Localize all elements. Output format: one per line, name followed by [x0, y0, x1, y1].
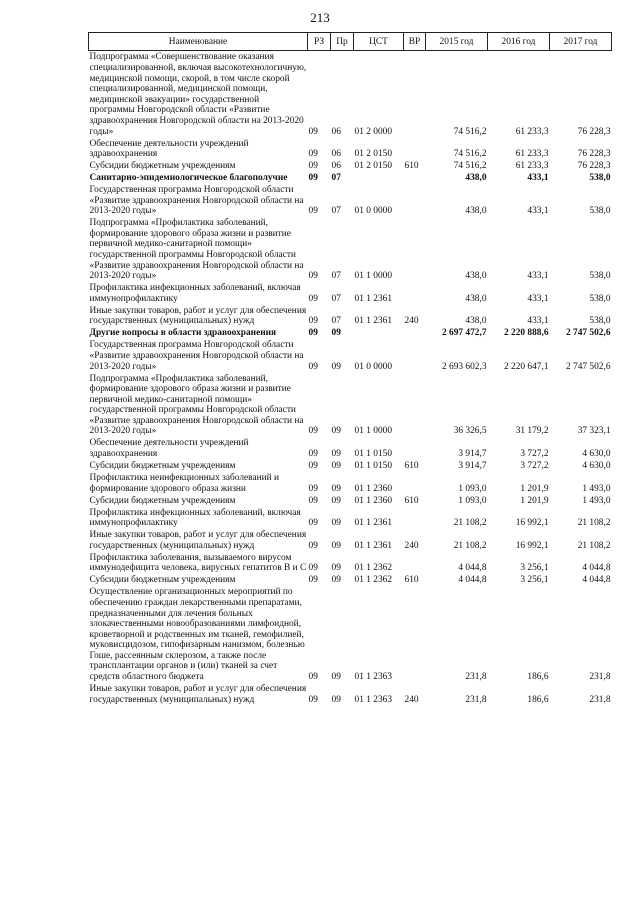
row-pr-cell: 06 — [331, 161, 341, 172]
row-vr-cell — [404, 372, 426, 437]
row-rz-cell: 09 — [308, 483, 318, 494]
row-2015-value: 74 516,2 — [453, 126, 487, 137]
table-row — [89, 372, 612, 437]
row-vr-cell: 610 — [404, 575, 419, 586]
row-2015-value: 1 093,0 — [458, 483, 487, 494]
row-name-cell: Иные закупки товаров, работ и услуг для обеспечения государственных (муниципальных) нужд — [89, 684, 307, 705]
row-2015-value: 36 326,5 — [453, 426, 487, 437]
row-pr-cell: 09 — [331, 483, 341, 494]
row-name-cell: Подпрограмма «Профилактика заболеваний, формирование здорового образа жизни и развитие первичной медико-санитарной помощи» государственной программы Новгородской области «Развитие здравоохранения Новгородской области на 2013-2020 годы» — [89, 373, 304, 437]
row-rz-cell: 09 — [308, 694, 318, 705]
row-pr-cell: 07 — [331, 316, 341, 327]
row-2016-value: 1 201,9 — [520, 495, 549, 506]
row-rz-cell: 09 — [308, 293, 318, 304]
row-cst-cell: 01 2 0000 — [354, 126, 392, 137]
row-vr-cell — [404, 51, 426, 138]
row-rz-cell: 09 — [308, 575, 318, 586]
row-pr-cell: 09 — [331, 575, 341, 586]
row-cst-cell: 01 1 2360 — [354, 483, 392, 494]
row-vr-cell: 240 — [404, 316, 419, 327]
table-row — [89, 683, 612, 706]
row-rz-cell: 09 — [308, 328, 318, 339]
row-rz-cell: 09 — [308, 495, 318, 506]
row-2015-value: 4 044,8 — [458, 563, 487, 574]
row-vr-cell — [404, 172, 426, 184]
row-name-cell: Подпрограмма «Профилактика заболеваний, формирование здорового образа жизни и развитие первичной медико-санитарной помощи» государственной программы Новгородской области «Развитие здравоохранения Новгородской области на 2013-2020 годы» — [89, 218, 304, 282]
table-body — [89, 51, 612, 706]
row-2017-value: 1 493,0 — [582, 495, 611, 506]
row-2016-value: 16 992,1 — [515, 540, 549, 551]
row-name-cell: Государственная программа Новгородской области «Развитие здравоохранения Новгородской области на 2013-2020 годы» — [89, 185, 304, 217]
row-2015-value: 1 093,0 — [458, 495, 487, 506]
row-cst-cell: 01 2 0150 — [354, 149, 392, 160]
row-2016-value: 433,1 — [527, 316, 549, 327]
row-2017-value: 4 044,8 — [582, 575, 611, 586]
col-header-pr: Пр — [331, 33, 354, 51]
row-vr-cell — [404, 217, 426, 282]
row-2016-value: 2 220 647,1 — [503, 361, 549, 372]
row-pr-cell: 09 — [331, 449, 341, 460]
row-name-cell: Осуществление организационных мероприятий по обеспечению граждан лекарственными препаратами, предназначенными для лечения больных злокачественными новообразованиями лимфоидной, кроветворной и родственных им тканей, гемофилией, муковисцидозом, гипофизарным нанизмом, болезнью Гоше, рассеянным склерозом, а также после трансплантации органов и (или) тканей за счет средств областного бюджета — [89, 587, 305, 683]
row-2016-value: 433,1 — [527, 271, 549, 282]
row-vr-cell — [404, 137, 426, 160]
row-name-cell: Государственная программа Новгородской области «Развитие здравоохранения Новгородской области на 2013-2020 годы» — [89, 340, 304, 372]
row-cst-cell: 01 1 2361 — [354, 316, 392, 327]
row-vr-cell — [404, 472, 426, 495]
row-2015-value: 438,0 — [465, 271, 487, 282]
row-2017-value: 538,0 — [589, 173, 611, 184]
row-pr-cell: 07 — [331, 271, 341, 282]
row-vr-cell: 240 — [404, 694, 419, 705]
row-vr-cell — [404, 437, 426, 460]
row-rz-cell: 09 — [308, 316, 318, 327]
row-2015-value: 21 108,2 — [453, 540, 487, 551]
row-2017-value: 538,0 — [589, 206, 611, 217]
row-vr-cell — [404, 184, 426, 217]
row-2016-value: 3 727,2 — [520, 449, 549, 460]
row-pr-cell: 07 — [331, 206, 341, 217]
row-pr-cell: 06 — [331, 126, 341, 137]
row-2015-value: 4 044,8 — [458, 575, 487, 586]
row-name-cell: Обеспечение деятельности учреждений здравоохранения — [89, 438, 249, 460]
row-2017-value: 21 108,2 — [577, 540, 611, 551]
row-2016-value: 31 179,2 — [515, 426, 549, 437]
row-2016-value: 433,1 — [527, 173, 549, 184]
row-2015-value: 2 693 602,3 — [441, 361, 487, 372]
table-row — [89, 172, 612, 184]
row-2016-value: 1 201,9 — [520, 483, 549, 494]
row-cst-cell: 01 1 2362 — [354, 575, 392, 586]
row-2017-value: 4 044,8 — [582, 563, 611, 574]
row-rz-cell: 09 — [308, 461, 318, 472]
row-rz-cell: 09 — [308, 540, 318, 551]
row-2015-value: 438,0 — [465, 173, 487, 184]
row-rz-cell: 09 — [308, 361, 318, 372]
table-row — [89, 184, 612, 217]
row-name-cell: Иные закупки товаров, работ и услуг для обеспечения государственных (муниципальных) нужд — [89, 305, 307, 327]
row-rz-cell: 09 — [308, 126, 318, 137]
row-name-cell: Субсидии бюджетным учреждениям — [89, 495, 236, 506]
row-2017-value: 4 630,0 — [582, 449, 611, 460]
row-2017-value: 76 228,3 — [577, 149, 611, 160]
row-cst-cell: 01 2 0150 — [354, 161, 392, 172]
row-2016-value: 433,1 — [527, 206, 549, 217]
row-2015-value: 74 516,2 — [453, 161, 487, 172]
row-pr-cell: 09 — [331, 495, 341, 506]
table-header-row — [89, 33, 612, 51]
table-row — [89, 472, 612, 495]
row-2016-value: 2 220 888,6 — [503, 328, 549, 339]
row-2015-value: 74 516,2 — [453, 149, 487, 160]
row-2015-value: 2 697 472,7 — [441, 328, 487, 339]
row-2015-value: 438,0 — [465, 293, 487, 304]
row-rz-cell: 09 — [308, 426, 318, 437]
table-row — [89, 506, 612, 529]
col-header-cst: ЦСТ — [354, 33, 404, 51]
table-row — [89, 460, 612, 472]
row-2015-value: 231,8 — [465, 672, 487, 683]
row-vr-cell — [404, 506, 426, 529]
row-pr-cell: 09 — [331, 518, 341, 529]
row-cst-cell: 01 1 2361 — [354, 518, 392, 529]
row-pr-cell: 07 — [331, 293, 341, 304]
row-cst-cell: 01 1 2360 — [354, 495, 392, 506]
row-rz-cell: 09 — [308, 271, 318, 282]
row-name-cell: Профилактика инфекционных заболеваний, включая иммунопрофилактику — [89, 507, 301, 529]
table-row — [89, 551, 612, 574]
row-cst-cell: 01 1 0150 — [354, 461, 392, 472]
row-cst-cell: 01 1 2363 — [354, 694, 392, 705]
budget-table — [88, 32, 612, 705]
row-pr-cell: 09 — [331, 426, 341, 437]
row-2017-value: 76 228,3 — [577, 126, 611, 137]
row-rz-cell: 09 — [308, 173, 318, 184]
row-name-cell: Субсидии бюджетным учреждениям — [89, 161, 236, 172]
col-header-rz: РЗ — [308, 33, 331, 51]
row-rz-cell: 09 — [308, 672, 318, 683]
row-2016-value: 3 256,1 — [520, 563, 549, 574]
row-2017-value: 4 630,0 — [582, 461, 611, 472]
row-cst-cell — [354, 327, 404, 339]
row-2017-value: 2 747 502,6 — [565, 328, 611, 339]
row-2016-value: 61 233,3 — [515, 126, 549, 137]
row-cst-cell: 01 1 2361 — [354, 540, 392, 551]
row-cst-cell: 01 1 2361 — [354, 293, 392, 304]
table-row — [89, 437, 612, 460]
row-pr-cell: 07 — [331, 173, 341, 184]
table-row — [89, 304, 612, 327]
row-rz-cell: 09 — [308, 161, 318, 172]
row-2016-value: 3 256,1 — [520, 575, 549, 586]
row-2015-value: 3 914,7 — [458, 461, 487, 472]
row-2016-value: 3 727,2 — [520, 461, 549, 472]
row-name-cell: Профилактика инфекционных заболеваний, включая иммунопрофилактику — [89, 283, 301, 304]
row-vr-cell — [404, 327, 426, 339]
row-pr-cell: 09 — [331, 672, 341, 683]
row-2017-value: 21 108,2 — [577, 518, 611, 529]
row-2016-value: 16 992,1 — [515, 518, 549, 529]
col-header-2015: 2015 год — [426, 33, 488, 51]
row-2015-value: 438,0 — [465, 206, 487, 217]
table-row — [89, 160, 612, 172]
row-2017-value: 538,0 — [589, 316, 611, 327]
row-cst-cell: 01 1 2362 — [354, 563, 392, 574]
row-name-cell: Другие вопросы в области здравоохранения — [89, 328, 277, 339]
row-2015-value: 438,0 — [465, 316, 487, 327]
row-cst-cell: 01 1 0000 — [354, 426, 392, 437]
page-number: 213 — [310, 10, 330, 25]
row-2017-value: 2 747 502,6 — [565, 361, 611, 372]
row-pr-cell: 09 — [331, 540, 341, 551]
col-header-2017: 2017 год — [550, 33, 612, 51]
row-2016-value: 61 233,3 — [515, 149, 549, 160]
row-vr-cell: 610 — [404, 161, 419, 172]
row-2017-value: 538,0 — [589, 271, 611, 282]
row-pr-cell: 09 — [331, 328, 341, 339]
row-name-cell: Иные закупки товаров, работ и услуг для обеспечения государственных (муниципальных) нужд — [89, 530, 307, 551]
col-header-name: Наименование — [89, 33, 308, 51]
row-vr-cell: 610 — [404, 461, 419, 472]
row-pr-cell: 09 — [331, 563, 341, 574]
table-row — [89, 339, 612, 372]
table-row — [89, 586, 612, 683]
row-name-cell: Профилактика заболевания, вызываемого вирусом иммунодефицита человека, вирусных гепатитов В и С — [89, 552, 307, 574]
row-cst-cell: 01 1 2363 — [354, 672, 392, 683]
row-vr-cell — [404, 551, 426, 574]
row-2016-value: 186,6 — [527, 672, 549, 683]
row-pr-cell: 06 — [331, 149, 341, 160]
row-name-cell: Подпрограмма «Совершенствование оказания специализированной, включая высокотехнологичную, медицинской помощи, скорой, в том числе скорой специализированной, медицинской помощи, медицинской эвакуации» государственной программы Новгородской области «Развитие здравоохранения Новгородской области на 2013-2020 годы» — [89, 52, 307, 137]
row-2017-value: 76 228,3 — [577, 161, 611, 172]
row-cst-cell: 01 1 0000 — [354, 271, 392, 282]
col-header-vr: ВР — [404, 33, 426, 51]
row-name-cell: Субсидии бюджетным учреждениям — [89, 575, 236, 586]
table-row — [89, 51, 612, 138]
row-pr-cell: 09 — [331, 361, 341, 372]
row-2015-value: 231,8 — [465, 694, 487, 705]
row-rz-cell: 09 — [308, 449, 318, 460]
row-rz-cell: 09 — [308, 518, 318, 529]
row-rz-cell: 09 — [308, 563, 318, 574]
row-vr-cell: 240 — [404, 540, 419, 551]
row-name-cell: Профилактика неинфекционных заболеваний и формирование здорового образа жизни — [89, 473, 280, 494]
table-row — [89, 494, 612, 506]
table-row — [89, 282, 612, 305]
table-row — [89, 529, 612, 552]
row-name-cell: Субсидии бюджетным учреждениям — [89, 461, 236, 472]
table-row — [89, 217, 612, 282]
row-cst-cell: 01 0 0000 — [354, 206, 392, 217]
row-2017-value: 538,0 — [589, 293, 611, 304]
row-2017-value: 231,8 — [589, 694, 611, 705]
row-2016-value: 61 233,3 — [515, 161, 549, 172]
row-pr-cell: 09 — [331, 461, 341, 472]
row-2017-value: 1 493,0 — [582, 483, 611, 494]
row-vr-cell — [404, 339, 426, 372]
row-vr-cell: 610 — [404, 495, 419, 506]
col-header-2016: 2016 год — [488, 33, 550, 51]
row-2017-value: 231,8 — [589, 672, 611, 683]
table-row — [89, 137, 612, 160]
row-name-cell: Санитарно-эпидемиологическое благополучие — [89, 173, 288, 184]
row-vr-cell — [404, 282, 426, 305]
row-vr-cell — [404, 586, 426, 683]
row-pr-cell: 09 — [331, 694, 341, 705]
row-cst-cell: 01 0 0000 — [354, 361, 392, 372]
row-cst-cell: 01 1 0150 — [354, 449, 392, 460]
row-2015-value: 21 108,2 — [453, 518, 487, 529]
row-name-cell: Обеспечение деятельности учреждений здравоохранения — [89, 138, 249, 160]
row-rz-cell: 09 — [308, 149, 318, 160]
table-row — [89, 327, 612, 339]
row-2015-value: 3 914,7 — [458, 449, 487, 460]
row-cst-cell — [354, 172, 404, 184]
row-rz-cell: 09 — [308, 206, 318, 217]
row-2016-value: 433,1 — [527, 293, 549, 304]
row-2017-value: 37 323,1 — [577, 426, 611, 437]
table-row — [89, 574, 612, 586]
row-2016-value: 186,6 — [527, 694, 549, 705]
